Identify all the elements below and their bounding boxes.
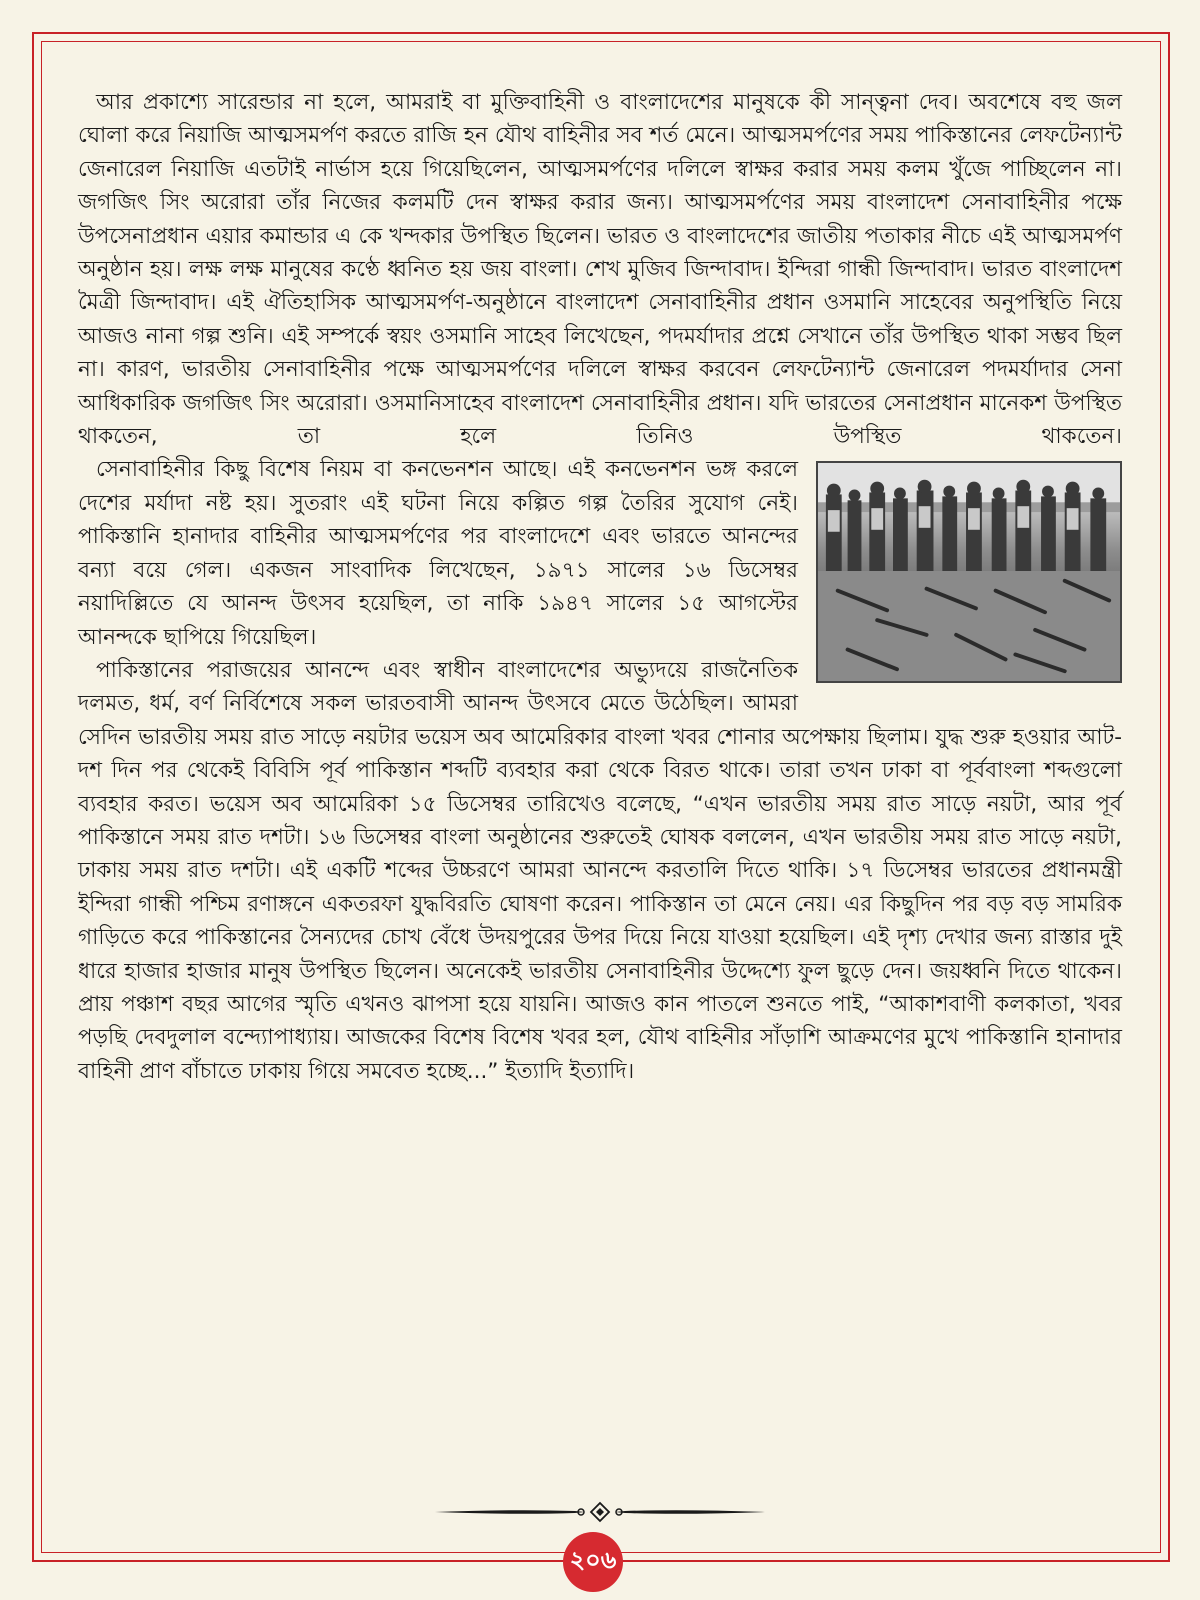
paragraph-1: আর প্রকাশ্যে সারেন্ডার না হলে, আমরাই বা মুক্তিবাহিনী ও বাংলাদেশের মানুষকে কী সান্ত্বনা দেব। অবশেষে বহু জল ঘোলা করে নিয়াজি আত্মসমর্পণ করতে রাজি হন যৌথ বাহিনীর সব শর্ত মেনে। আত্মসমর্পণের সময় পাকিস্তানের লেফটেন্যান্ট জেনারেল নিয়াজি এতটাই নার্ভাস হয়ে গিয়েছিলেন, আত্মসমর্পণের দলিলে স্বাক্ষর করার সময় কলম খুঁজে পাচ্ছিলেন না। জগজিৎ সিং অরোরা তাঁর নিজের কলমটি দেন স্বাক্ষর করার জন্য। আত্মসমর্পণের সময় বাংলাদেশ সেনাবাহিনীর পক্ষে উপসেনাপ্রধান এয়ার কমান্ডার এ কে খন্দকার উপস্থিত ছিলেন। ভারত ও বাংলাদেশের জাতীয় পতাকার নীচে এই আত্মসমর্পণ অনুষ্ঠান হয়। লক্ষ লক্ষ মানুষের কণ্ঠে ধ্বনিত হয় জয় বাংলা। শেখ মুজিব জিন্দাবাদ। ইন্দিরা গান্ধী জিন্দাবাদ। ভারত বাংলাদেশ মৈত্রী জিন্দাবাদ। এই ঐতিহাসিক আত্মসমর্পণ-অনুষ্ঠানে বাংলাদেশ সেনাবাহিনীর প্রধান ওসমানি সাহেবের অনুপস্থিতি নিয়ে আজও নানা গল্প শুনি। এই সম্পর্কে স্বয়ং ওসমানি সাহেব লিখেছেন, পদমর্যাদার প্রশ্নে সেখানে তাঁর উপস্থিত থাকা সম্ভব ছিল না। কারণ, ভারতীয় সেনাবাহিনীর পক্ষে আত্মসমর্পণের দলিলে স্বাক্ষর করবেন লেফটেন্যান্ট জেনারেল পদমর্যাদার সেনা আধিকারিক জগজিৎ সিং অরোরা। ওসমানিসাহেব বাংলাদেশ সেনাবাহিনীর প্রধান। যদি ভারতের সেনাপ্রধান মানেকশ উপস্থিত থাকতেন, তা হলে তিনিও উপস্থিত থাকতেন। (78, 90, 1122, 450)
surrender-photo (816, 461, 1122, 683)
page-number: ২০৬ (569, 1546, 617, 1574)
ornament-divider-icon (435, 1500, 765, 1524)
paragraph-3: পাকিস্তানের পরাজয়ের আনন্দে এবং স্বাধীন বাংলাদেশের অভ্যুদয়ে রাজনৈতিক দলমত, ধর্ম, বর্ণ নির্বিশেষে সকল ভারতবাসী আনন্দ উৎসবে মেতে উঠেছিল। আমরা সেদিন ভারতীয় সময় রাত সাড়ে নয়টার ভয়েস অব আমেরিকার বাংলা খবর শোনার অপেক্ষায় ছিলাম। যুদ্ধ শুরু হওয়ার আট-দশ দিন পর থেকেই বিবিসি পূর্ব পাকিস্তান শব্দটি ব্যবহার করা থেকে বিরত থাকে। তারা তখন ঢাকা বা পূর্ববাংলা শব্দগুলো ব্যবহার করত। ভয়েস অব আমেরিকা ১৫ ডিসেম্বর তারিখেও বলেছে, “এখন ভারতীয় সময় রাত সাড়ে নয়টা, আর পূর্ব পাকিস্তানে সময় রাত দশটা। ১৬ ডিসেম্বর বাংলা অনুষ্ঠানের শুরুতেই ঘোষক বললেন, এখন ভারতীয় সময় রাত সাড়ে নয়টা, ঢাকায় সময় রাত দশটা। এই একটি শব্দের উচ্চরণে আমরা আনন্দে করতালি দিতে থাকি। ১৭ ডিসেম্বর ভারতের প্রধানমন্ত্রী ইন্দিরা গান্ধী পশ্চিম রণাঙ্গনে একতরফা যুদ্ধবিরতি ঘোষণা করেন। পাকিস্তান তা মেনে নেয়। এর কিছুদিন পর বড় বড় সামরিক গাড়িতে করে পাকিস্তানের সৈন্যদের চোখ বেঁধে উদয়পুরের উপর দিয়ে নিয়ে যাওয়া হয়েছিল। এই দৃশ্য দেখার জন্য রাস্তার দুই ধারে হাজার হাজার মানুষ উপস্থিত ছিলেন। অনেকেই ভারতীয় সেনাবাহিনীর উদ্দেশ্যে ফুল ছুড়ে দেন। জয়ধ্বনি দিতে থাকেন। প্রায় পঞ্চাশ বছর আগের স্মৃতি এখনও ঝাপসা হয়ে যায়নি। আজও কান পাতলে শুনতে পাই, “আকাশবাণী কলকাতা, খবর পড়ছি দেবদুলাল বন্দ্যোপাধ্যায়। আজকের বিশেষ বিশেষ খবর হল, যৌথ বাহিনীর সাঁড়াশি আক্রমণের মুখে পাকিস্তানি হানাদার বাহিনী প্রাণ বাঁচাতে ঢাকায় গিয়ে সমবেত হচ্ছে...” ইত্যাদি ইত্যাদি। (78, 657, 1122, 1084)
photo-image (818, 463, 1120, 681)
paragraph-2: সেনাবাহিনীর কিছু বিশেষ নিয়ম বা কনভেনশন আছে। এই কনভেনশন ভঙ্গ করলে দেশের মর্যাদা নষ্ট হয়। সুতরাং এই ঘটনা নিয়ে কল্পিত গল্প তৈরির সুযোগ নেই। পাকিস্তানি হানাদার বাহিনীর আত্মসমর্পণের পর বাংলাদেশে এবং ভারতে আনন্দের বন্যা বয়ে গেল। একজন সাংবাদিক লিখেছেন, ১৯৭১ সালের ১৬ ডিসেম্বর নয়াদিল্লিতে যে আনন্দ উৎসব হয়েছিল, তা নাকি ১৯৪৭ সালের ১৫ আগস্টের আনন্দকে ছাপিয়ে গিয়েছিল। (78, 457, 798, 650)
article-body (78, 86, 1122, 1088)
page-number-badge (563, 1532, 623, 1592)
